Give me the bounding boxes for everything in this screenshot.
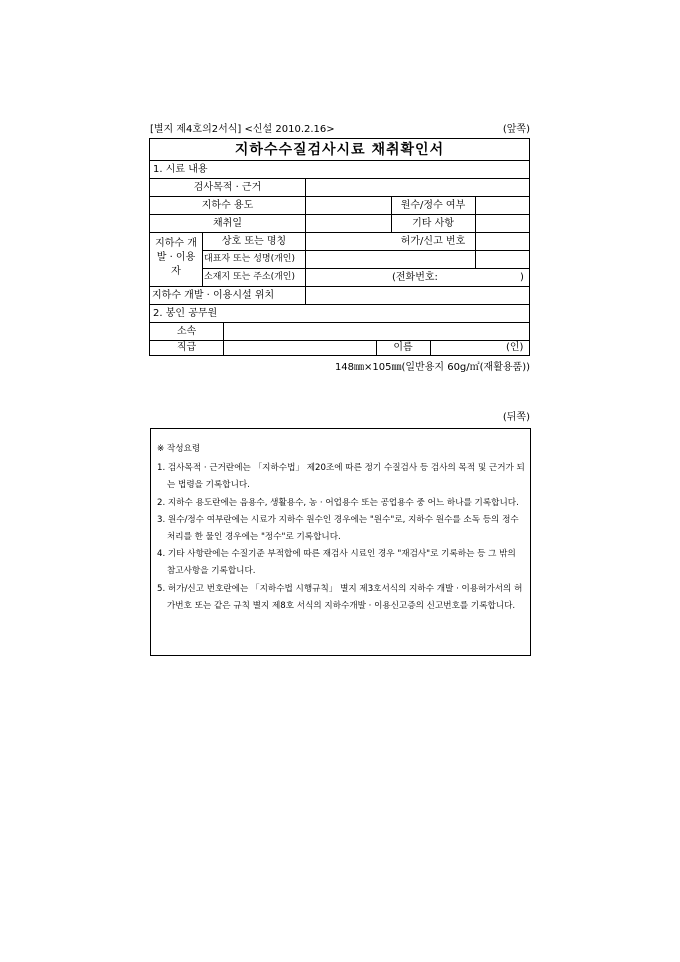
sample-confirmation-form — [149, 138, 530, 356]
permit-label: 허가/신고 번호 — [400, 236, 466, 247]
location-field[interactable] — [306, 287, 530, 304]
company-label: 상호 또는 명칭 — [221, 236, 287, 247]
usage-label: 지하수 용도 — [201, 200, 254, 211]
name-label: 이름 — [393, 342, 413, 353]
phone-close: ) — [520, 272, 524, 283]
form-title: 지하수수질검사시료 채취확인서 — [150, 139, 529, 161]
usage-field[interactable] — [306, 197, 391, 214]
user-group-label: 지하수 개발 · 이용자 — [155, 238, 197, 277]
purpose-field[interactable] — [306, 179, 530, 196]
instructions-title: ※ 작성요령 — [157, 444, 201, 454]
permit-field[interactable] — [476, 233, 530, 250]
location-label: 지하수 개발 · 이용시설 위치 — [152, 290, 275, 301]
rank-field[interactable] — [224, 341, 376, 355]
instruction-item: 3. 원수/정수 여부란에는 시료가 지하수 원수인 경우에는 "원수"로, 지하수 원수를 소독 등의 정수 처리를 한 물인 경우에는 "정수"로 기록합니다. — [157, 514, 519, 543]
rank-label: 직급 — [176, 342, 197, 353]
paper-spec-note: 148㎜×105㎜(일반용지 60g/㎡(재활용품)) — [334, 362, 530, 373]
instruction-item: 1. 검사목적 · 근거란에는 「지하수법」 제20조에 따른 정기 수질검사 등 검사의 목적 및 근거가 되는 법령을 기록합니다. — [157, 463, 525, 491]
rep-field[interactable] — [306, 251, 530, 268]
company-field[interactable] — [306, 233, 391, 250]
page-side-back: (뒤쪽) — [502, 412, 530, 423]
rawwater-label: 원수/정수 여부 — [400, 200, 466, 211]
form-number: [별지 제4호의2서식] <신설 2010.2.16> — [150, 124, 335, 135]
form-header — [150, 120, 530, 136]
name-field[interactable] — [431, 341, 506, 355]
date-label: 채취일 — [213, 218, 242, 229]
rep-label: 대표자 또는 성명(개인) — [204, 254, 295, 264]
purpose-label: 검사목적 · 근거 — [193, 182, 262, 193]
section-sample-contents: 1. 시료 내용 — [153, 164, 208, 175]
instruction-item: 5. 허가/신고 번호란에는 「지하수법 시행규칙」 별지 제3호서식의 지하수 개발 · 이용허가서의 허가번호 또는 같은 규칙 별지 제8호 서식의 지하수개발 · 이용신고증의 신고번호를 기록합니다. — [157, 583, 523, 611]
etc-label: 기타 사항 — [412, 218, 454, 229]
instructions-box — [150, 428, 531, 656]
date-field[interactable] — [306, 215, 391, 232]
addr-label: 소재지 또는 주소(개인) — [204, 272, 295, 282]
rawwater-field[interactable] — [476, 197, 530, 214]
etc-field[interactable] — [476, 215, 530, 232]
section-seal-official: 2. 봉인 공무원 — [153, 308, 218, 319]
instruction-item: 4. 기타 사항란에는 수질기준 부적합에 따른 재검사 시료인 경우 "재검사"로 기록하는 등 그 밖의 참고사항을 기록합니다. — [157, 549, 516, 577]
dept-label: 소속 — [176, 326, 197, 337]
dept-field[interactable] — [224, 323, 530, 340]
page-side-front: (앞쪽) — [502, 124, 530, 135]
seal-label: (인) — [506, 342, 524, 353]
phone-label: (전화번호: — [392, 272, 438, 283]
instruction-item: 2. 지하수 용도란에는 음용수, 생활용수, 농 · 어업용수 또는 공업용수 중 어느 하나를 기록합니다. — [157, 497, 519, 508]
